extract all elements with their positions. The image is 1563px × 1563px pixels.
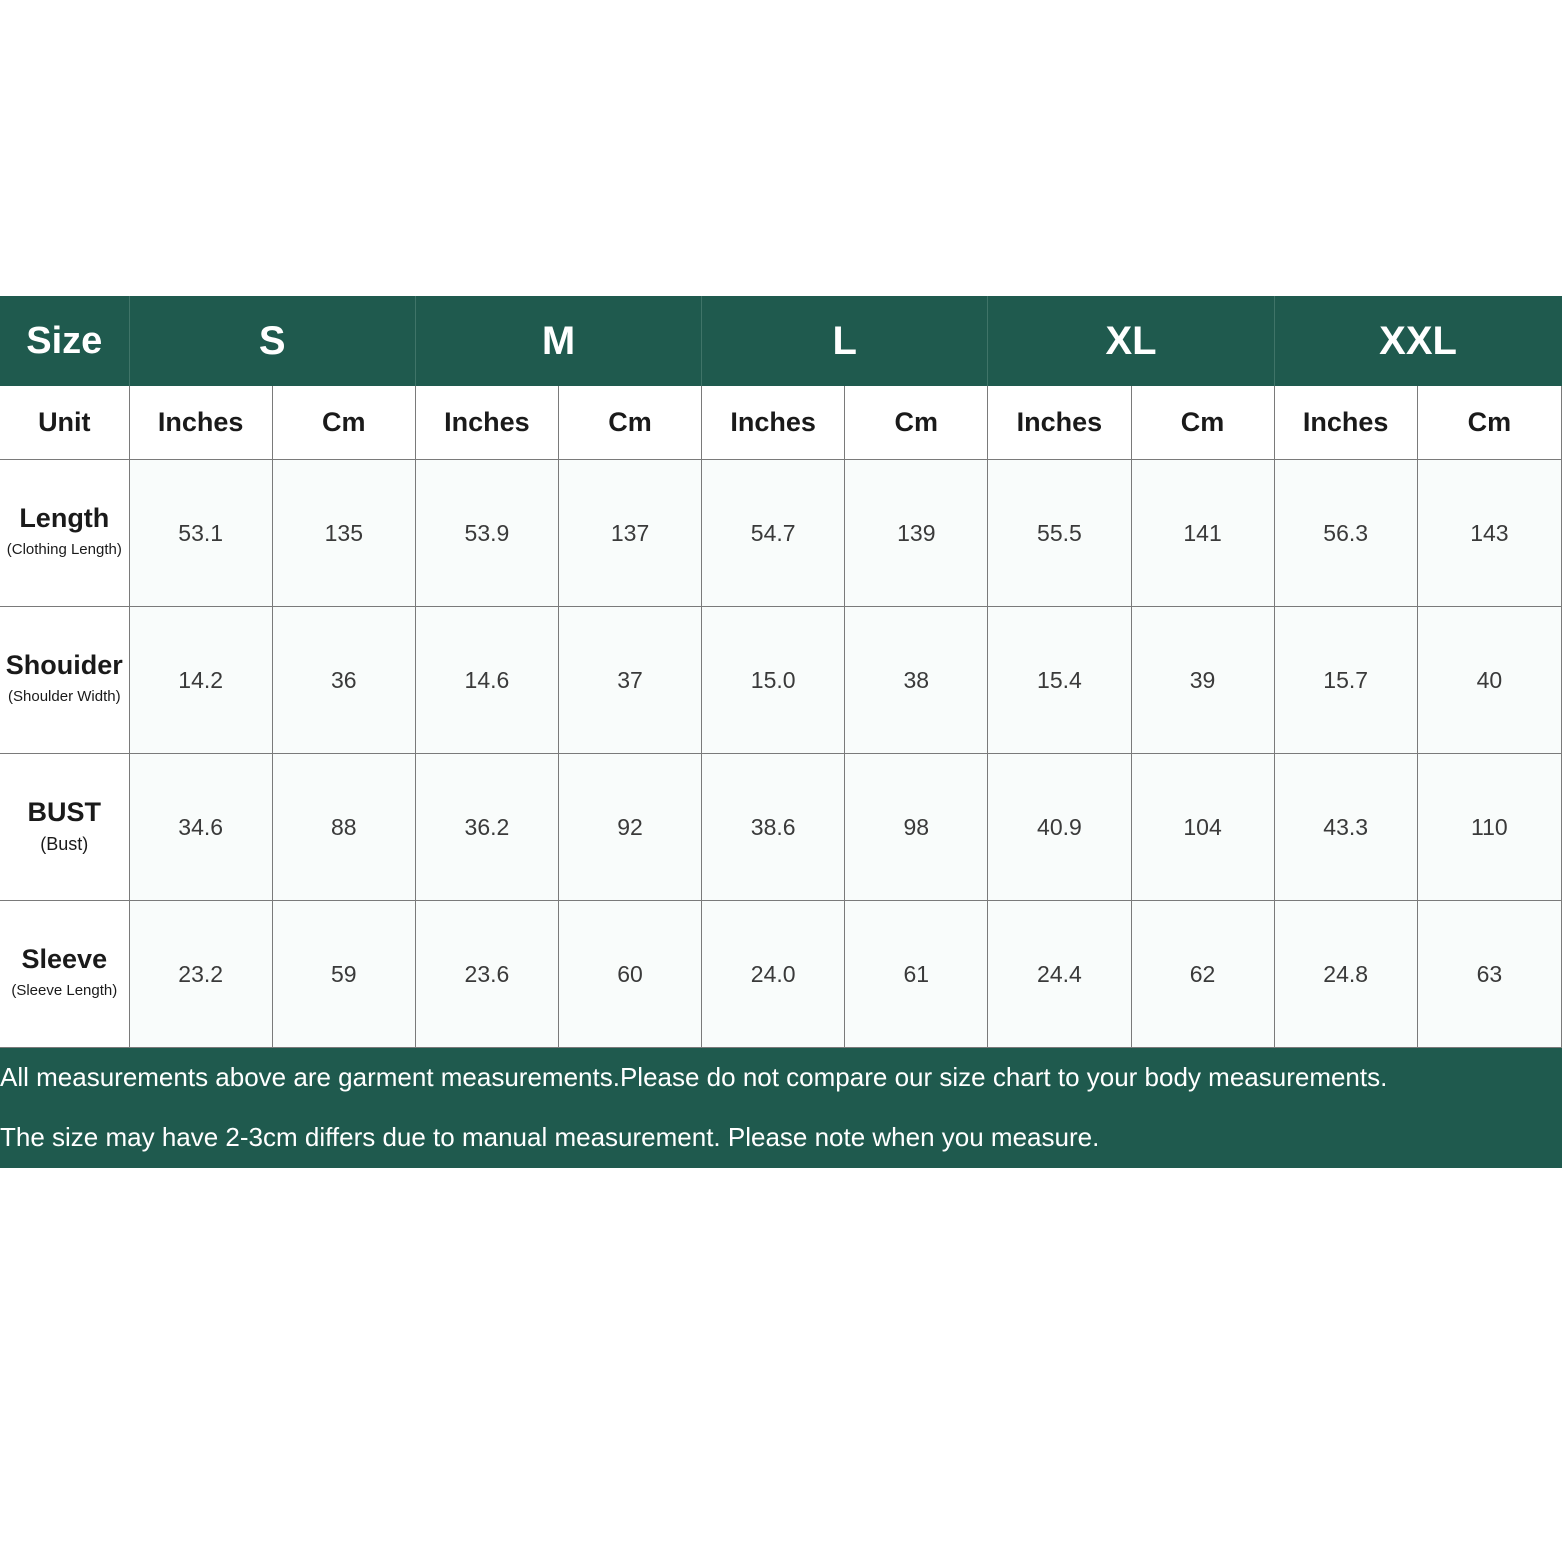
row-label: Length <box>19 503 110 533</box>
note-garment-measurements: All measurements above are garment measurements.Please do not compare our size chart to your body measurements. <box>0 1062 1388 1092</box>
table-cell: 15.4 <box>988 607 1131 754</box>
table-cell: 40 <box>1417 607 1561 754</box>
table-row-sleeve <box>0 901 1562 1048</box>
table-cell: 23.2 <box>129 901 272 1048</box>
table-cell: 37 <box>558 607 701 754</box>
table-row-shoulder <box>0 607 1562 754</box>
note-manual-measurement: The size may have 2-3cm differs due to manual measurement. Please note when you measure. <box>0 1122 1100 1152</box>
table-cell: 56.3 <box>1274 460 1417 607</box>
row-label: BUST <box>27 797 102 827</box>
unit-inches: Inches <box>129 386 272 460</box>
table-row-bust <box>0 754 1562 901</box>
table-cell: 59 <box>272 901 415 1048</box>
table-cell: 24.0 <box>702 901 845 1048</box>
table-cell: 104 <box>1131 754 1274 901</box>
size-xxl: XXL <box>1274 296 1561 386</box>
unit-cm: Cm <box>272 386 415 460</box>
table-cell: 139 <box>845 460 988 607</box>
table-cell: 53.1 <box>129 460 272 607</box>
unit-inches: Inches <box>1274 386 1417 460</box>
table-row-length <box>0 460 1562 607</box>
table-cell: 36 <box>272 607 415 754</box>
unit-cm: Cm <box>1417 386 1561 460</box>
table-cell: 14.2 <box>129 607 272 754</box>
table-cell: 40.9 <box>988 754 1131 901</box>
table-cell: 23.6 <box>415 901 558 1048</box>
size-s: S <box>129 296 415 386</box>
table-cell: 143 <box>1417 460 1561 607</box>
table-cell: 15.7 <box>1274 607 1417 754</box>
table-cell: 43.3 <box>1274 754 1417 901</box>
unit-inches: Inches <box>702 386 845 460</box>
size-l: L <box>702 296 988 386</box>
unit-cm: Cm <box>1131 386 1274 460</box>
row-sublabel: (Bust) <box>40 834 89 854</box>
table-cell: 60 <box>558 901 701 1048</box>
row-label: Sleeve <box>21 944 108 974</box>
table-cell: 61 <box>845 901 988 1048</box>
table-cell: 36.2 <box>415 754 558 901</box>
size-xl: XL <box>988 296 1274 386</box>
table-cell: 24.8 <box>1274 901 1417 1048</box>
table-cell: 135 <box>272 460 415 607</box>
unit-cm: Cm <box>845 386 988 460</box>
table-cell: 54.7 <box>702 460 845 607</box>
table-cell: 24.4 <box>988 901 1131 1048</box>
measurement-notes <box>0 1048 1562 1168</box>
unit-inches: Inches <box>415 386 558 460</box>
unit-cm: Cm <box>558 386 701 460</box>
row-header-sleeve <box>0 901 129 1048</box>
table-cell: 110 <box>1417 754 1561 901</box>
row-label: Shouider <box>5 650 123 680</box>
table-cell: 63 <box>1417 901 1561 1048</box>
table-cell: 141 <box>1131 460 1274 607</box>
table-cell: 38.6 <box>702 754 845 901</box>
size-header-row <box>0 296 1562 386</box>
table-cell: 53.9 <box>415 460 558 607</box>
table-cell: 55.5 <box>988 460 1131 607</box>
size-header-label: Size <box>0 296 129 386</box>
row-header-bust <box>0 754 129 901</box>
row-sublabel: (Clothing Length) <box>6 541 122 558</box>
table-cell: 39 <box>1131 607 1274 754</box>
table-cell: 62 <box>1131 901 1274 1048</box>
unit-inches: Inches <box>988 386 1131 460</box>
table-cell: 88 <box>272 754 415 901</box>
size-m: M <box>415 296 701 386</box>
row-header-shoulder <box>0 607 129 754</box>
table-cell: 92 <box>558 754 701 901</box>
unit-header-label: Unit <box>0 386 129 460</box>
size-table <box>0 296 1562 1048</box>
table-cell: 38 <box>845 607 988 754</box>
unit-row <box>0 386 1562 460</box>
size-chart <box>0 296 1562 1168</box>
row-sublabel: (Shoulder Width) <box>8 688 121 705</box>
table-cell: 98 <box>845 754 988 901</box>
table-cell: 14.6 <box>415 607 558 754</box>
table-cell: 137 <box>558 460 701 607</box>
row-sublabel: (Sleeve Length) <box>11 982 118 999</box>
table-cell: 34.6 <box>129 754 272 901</box>
row-header-length <box>0 460 129 607</box>
table-cell: 15.0 <box>702 607 845 754</box>
